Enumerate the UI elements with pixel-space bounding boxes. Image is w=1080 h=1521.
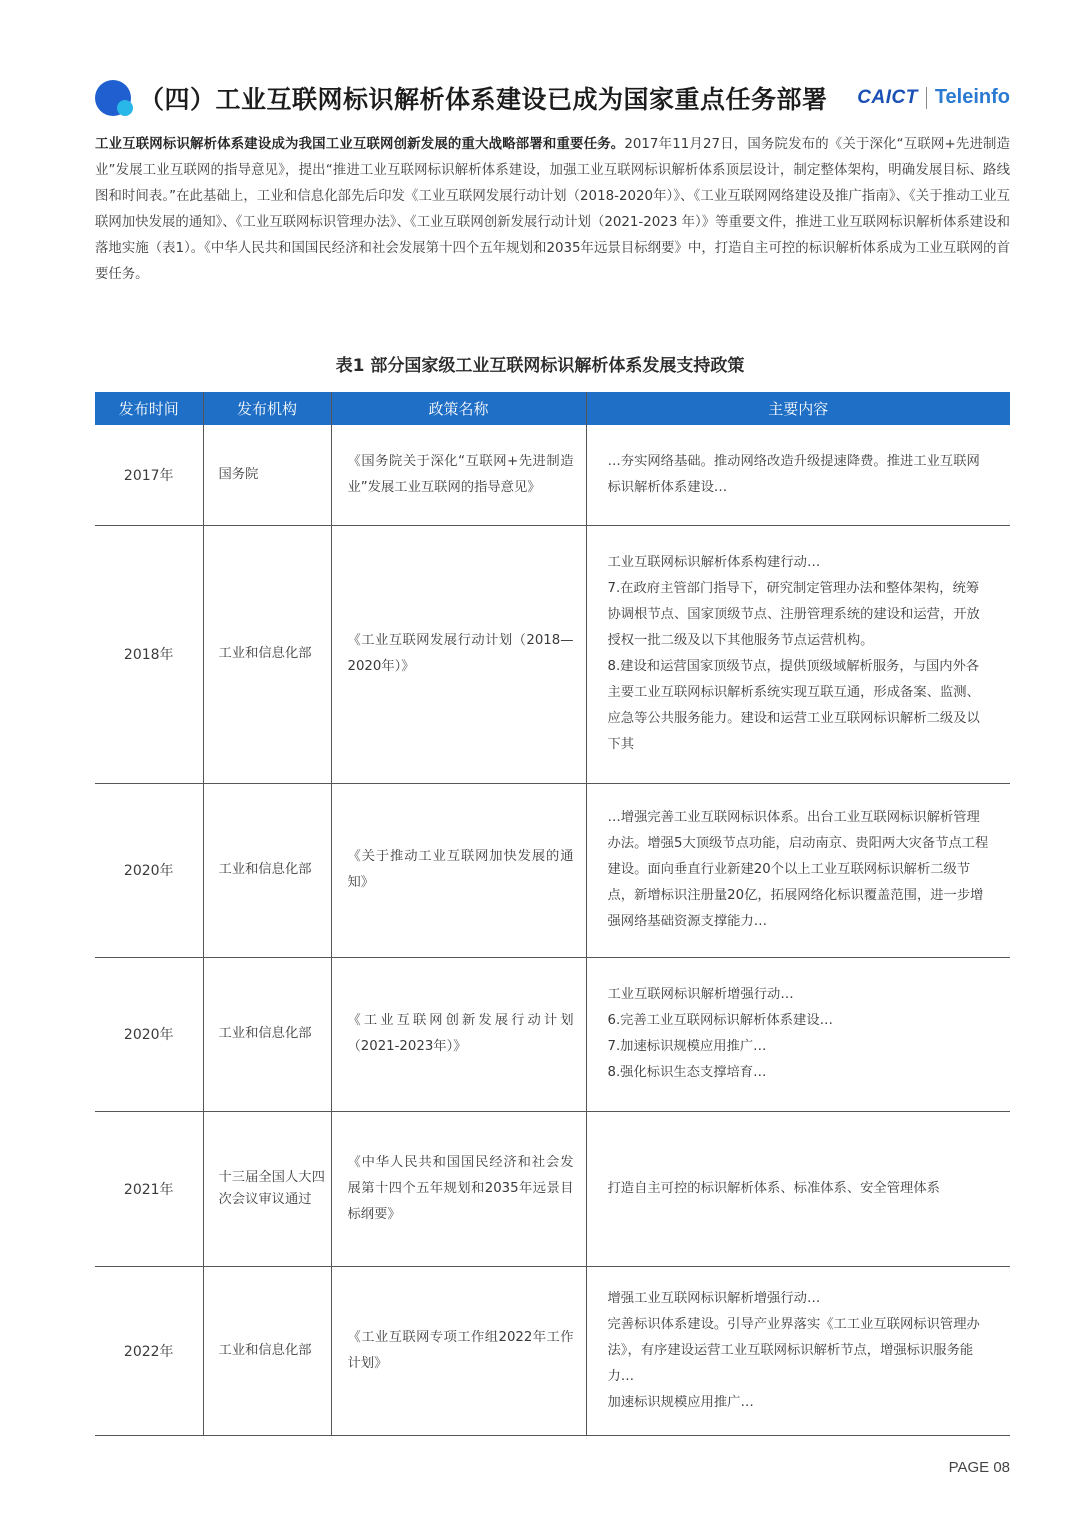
cell-content	[586, 425, 1010, 525]
content-line: 工业互联网标识解析体系构建行动…	[607, 555, 821, 570]
cell-year: 2018年	[95, 525, 203, 783]
bubble-small-icon	[117, 100, 133, 116]
cell-year: 2022年	[95, 1266, 203, 1435]
content-line: 6.完善工业互联网标识解析体系建设…	[607, 1013, 833, 1028]
cell-content	[586, 525, 1010, 783]
brand-logo	[857, 86, 1010, 109]
content-line: …夯实网络基础。推动网络改造升级提速降费。推进工业互联网标识解析体系建设…	[607, 453, 980, 495]
cell-year: 2020年	[95, 783, 203, 957]
cell-org: 十三届全国人大四次会议审议通过	[203, 1111, 331, 1266]
table-row	[95, 425, 1010, 525]
intro-body: 2017年11月27日，国务院发布的《关于深化“互联网+先进制造业”发展工业互联网的指导意见》，提出“推进工业互联网标识解析体系建设，加强工业互联网标识解析体系顶层设计，制定整体架构，明确发展目标、路线图和时间表。”在此基础上，工业和信息化部先后印发《工业互联网发展行动计划（2018-2020年）》、《工业互联网网络建设及推广指南》、《关于推动工业互联网加快发展的通知》、《工业互联网标识管理办法》、《工业互联网创新发展行动计划（2021-2023 年）》等重要文件，推进工业互联网标识解析体系建设和落地实施（表1）。《中华人民共和国国民经济和社会发展第十四个五年规划和2035年远景目标纲要》中，打造自主可控的标识解析体系成为工业互联网的首要任务。	[95, 137, 1011, 282]
cell-policy-name: 《工业互联网专项工作组2022年工作计划》	[331, 1266, 586, 1435]
cell-policy-name: 《国务院关于深化“互联网+先进制造业”发展工业互联网的指导意见》	[331, 425, 586, 525]
cell-year: 2020年	[95, 957, 203, 1111]
content-line: 完善标识体系建设。引导产业界落实《工工业互联网标识管理办法》，有序建设运营工业互联网标识解析节点，增强标识服务能力…	[607, 1316, 980, 1384]
content-line: 8.建设和运营国家顶级节点，提供顶级域解析服务，与国内外各主要工业互联网标识解析系统实现互联互通，形成备案、监测、应急等公共服务能力。建设和运营工业互联网标识解析二级及以下其	[607, 659, 980, 752]
cell-year: 2021年	[95, 1111, 203, 1266]
teleinfo-logo: Teleinfo	[934, 86, 1010, 108]
content-line: 加速标识规模应用推广…	[607, 1394, 754, 1410]
header-content: 主要内容	[586, 392, 1010, 425]
cell-content	[586, 1111, 1010, 1266]
cell-content	[586, 957, 1010, 1111]
table-row	[95, 1111, 1010, 1266]
table-header-row	[95, 392, 1010, 425]
intro-paragraph	[95, 132, 1010, 288]
cell-org: 国务院	[203, 425, 331, 525]
table-row	[95, 1266, 1010, 1435]
cell-year: 2017年	[95, 425, 203, 525]
table-row	[95, 525, 1010, 783]
cell-policy-name: 《工业互联网创新发展行动计划（2021-2023年）》	[331, 957, 586, 1111]
cell-org: 工业和信息化部	[203, 1266, 331, 1435]
content-line: 8.强化标识生态支撑培育…	[607, 1065, 767, 1080]
cell-policy-name: 《工业互联网发展行动计划（2018—2020年）》	[331, 525, 586, 783]
cell-content	[586, 783, 1010, 957]
content-line: 打造自主可控的标识解析体系、标准体系、安全管理体系	[607, 1180, 940, 1196]
table-body	[95, 425, 1010, 1435]
cell-org: 工业和信息化部	[203, 525, 331, 783]
content-line: …增强完善工业互联网标识体系。出台工业互联网标识解析管理办法。增强5大顶级节点功能，启动南京、贵阳两大灾备节点工程建设。面向垂直行业新建20个以上工业互联网标识解析二级节点，新增标识注册量20亿，拓展网络化标识覆盖范围，进一步增强网络基础资源支撑能力…	[607, 810, 989, 929]
content-line: 增强工业互联网标识解析增强行动…	[607, 1290, 821, 1306]
logo-divider	[926, 87, 927, 109]
table-caption: 表1 部分国家级工业互联网标识解析体系发展支持政策	[335, 356, 745, 376]
section-title: （四）工业互联网标识解析体系建设已成为国家重点任务部署	[139, 85, 828, 114]
content-line: 7.在政府主管部门指导下，研究制定管理办法和整体架构，统筹协调根节点、国家顶级节点、注册管理系统的建设和运营，开放授权一批二级及以下其他服务节点运营机构。	[607, 581, 980, 648]
content-line: 工业互联网标识解析增强行动…	[607, 987, 794, 1002]
intro-lead: 工业互联网标识解析体系建设成为我国工业互联网创新发展的重大战略部署和重要任务。	[95, 137, 625, 152]
policy-table	[95, 392, 1010, 1436]
cell-policy-name: 《中华人民共和国国民经济和社会发展第十四个五年规划和2035年远景目标纲要》	[331, 1111, 586, 1266]
cell-org: 工业和信息化部	[203, 957, 331, 1111]
page-number: PAGE 08	[948, 1459, 1010, 1476]
table-row	[95, 957, 1010, 1111]
header-org: 发布机构	[203, 392, 331, 425]
content-line: 7.加速标识规模应用推广…	[607, 1039, 767, 1054]
header-name: 政策名称	[331, 392, 586, 425]
caict-logo: CAICT	[857, 86, 918, 108]
section-header	[95, 74, 1010, 124]
header-year: 发布时间	[95, 392, 203, 425]
cell-policy-name: 《关于推动工业互联网加快发展的通知》	[331, 783, 586, 957]
cell-org: 工业和信息化部	[203, 783, 331, 957]
table-row	[95, 783, 1010, 957]
cell-content	[586, 1266, 1010, 1435]
